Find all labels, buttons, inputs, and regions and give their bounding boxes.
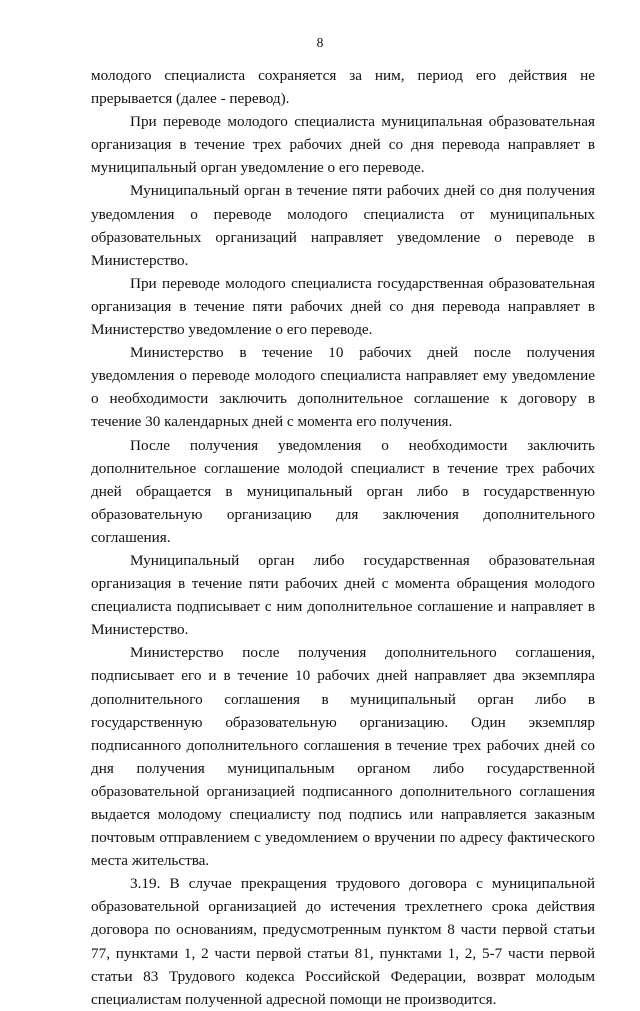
paragraph-ministry-notice: Министерство в течение 10 рабочих дней после получения уведомления о переводе молодого специалиста направляет ему уведомление о необходимости заключить дополнительное соглашение к договору в течение 30 календарных дней с момента его получения. [91, 344, 595, 431]
paragraph-municipal-notification: Муниципальный орган в течение пяти рабочих дней со дня получения уведомления о переводе молодого специалиста от муниципальных образовательных организаций направляет уведомление о переводе в Министерство. [91, 182, 595, 269]
paragraph-specialist-application: После получения уведомления о необходимости заключить дополнительное соглашение молодой специалист в течение трех рабочих дней обращается в муниципальный орган либо в государственную образовательную организацию для заключения дополнительного соглашения. [91, 436, 595, 546]
paragraph-agreement-signing: Муниципальный орган либо государственная образовательная организация в течение пяти рабочих дней с момента обращения молодого специалиста подписывает с ним дополнительное соглашение и направляет в Министерство. [91, 551, 595, 639]
paragraph-transfer-state: При переводе молодого специалиста государственная образовательная организация в течение пяти рабочих дней со дня перевода направляет в Министерство уведомление о его переводе. [91, 274, 595, 339]
paragraph-ministry-signing: Министерство после получения дополнительного соглашения, подписывает его и в течение 10 рабочих дней направляет два экземпляра дополнительного соглашения в муниципальный орган либо в государственную образовательную организацию. Один экземпляр подписанного дополнительного соглашения в течение трех рабочих дней со дня получения муниципальным органом либо государственной образовательной организацией подписанного дополнительного соглашения выдается молодому специалисту под подпись или направляется заказным почтовым отправлением с уведомлением о вручении по адресу фактического места жительства. [91, 644, 595, 870]
document-body [91, 64, 595, 1011]
page-number: 8 [316, 35, 324, 50]
paragraph-3-19: 3.19. В случае прекращения трудового договора с муниципальной образовательной организацией до истечения трехлетнего срока действия договора по основаниям, предусмотренным пунктом 8 части первой статьи 77, пунктами 1, 2 части первой статьи 81, пунктами 1, 2, 5-7 части первой статьи 83 Трудового кодекса Российской Федерации, возврат молодым специалистам полученной адресной помощи не производится. [91, 875, 595, 1008]
paragraph-transfer-municipal: При переводе молодого специалиста муниципальная образовательная организация в течение трех рабочих дней со дня перевода направляет в муниципальный орган уведомление о его переводе. [91, 113, 595, 177]
paragraph-continuation: молодого специалиста сохраняется за ним, период его действия не прерывается (далее - перевод). [91, 67, 595, 108]
